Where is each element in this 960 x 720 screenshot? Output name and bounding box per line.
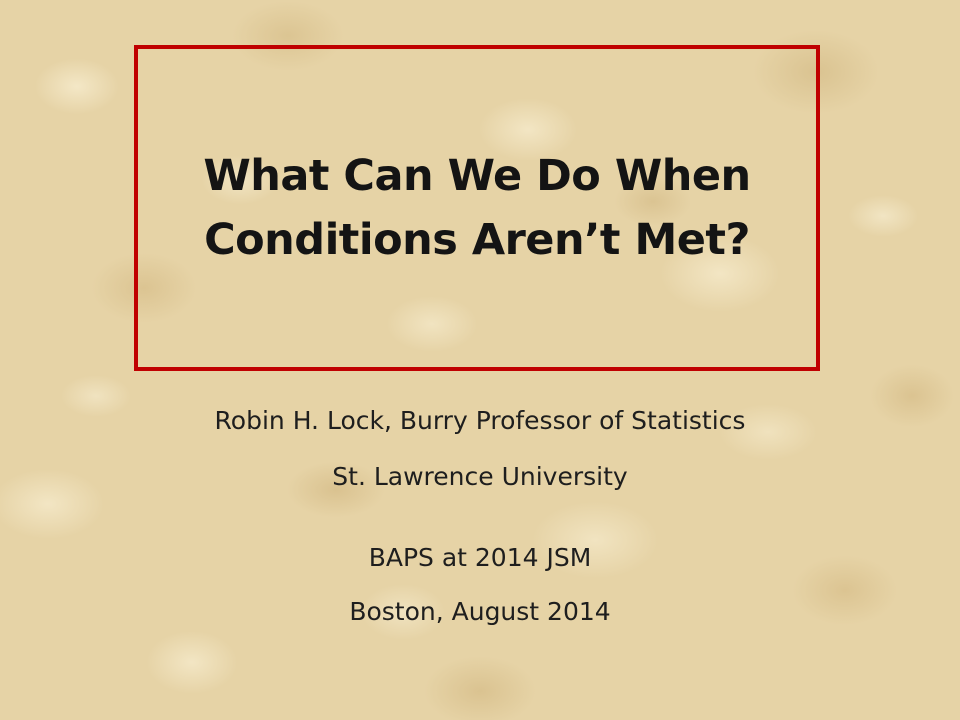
title-box — [134, 45, 820, 371]
slide-title — [203, 144, 750, 272]
affiliation-line: St. Lawrence University — [332, 462, 628, 491]
title-line-2: Conditions Aren’t Met? — [204, 215, 750, 265]
event-line: BAPS at 2014 JSM — [368, 543, 592, 572]
title-line-1: What Can We Do When — [203, 151, 751, 201]
location-date-line: Boston, August 2014 — [349, 597, 611, 626]
author-line: Robin H. Lock, Burry Professor of Statistics — [214, 406, 746, 435]
